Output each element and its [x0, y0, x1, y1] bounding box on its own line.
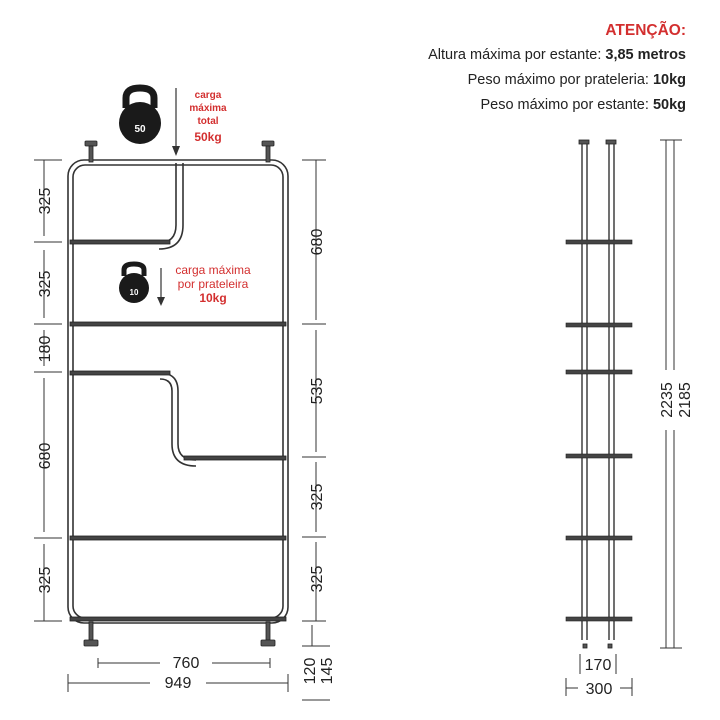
svg-text:10kg: 10kg: [199, 291, 227, 305]
svg-text:325: 325: [37, 566, 54, 594]
svg-text:carga máxima: carga máxima: [175, 263, 251, 277]
svg-text:680: 680: [37, 442, 54, 470]
foot-dimension-labels: [302, 658, 336, 685]
max-height-value: 3,85 metros: [605, 47, 686, 63]
side-depth-dimension-labels: [585, 657, 613, 698]
svg-text:680: 680: [309, 228, 326, 256]
shelf-6: [70, 617, 286, 621]
svg-text:180: 180: [37, 335, 54, 363]
side-top-cap-right: [606, 140, 616, 144]
notice-line-unit-weight: Peso máximo por estante: 50kg: [480, 97, 686, 113]
lower-divider-tube: [160, 373, 196, 460]
total-load-arrow: [172, 88, 180, 156]
svg-text:2235: 2235: [659, 382, 676, 418]
side-top-cap-left: [579, 140, 589, 144]
svg-text:325: 325: [37, 270, 54, 298]
svg-text:2185: 2185: [677, 382, 694, 418]
left-dimension-labels: [37, 188, 54, 594]
svg-text:170: 170: [584, 657, 612, 674]
left-dimension-lines: [34, 160, 62, 621]
svg-text:300: 300: [585, 681, 613, 698]
side-shelf-6: [566, 617, 632, 621]
svg-text:145: 145: [319, 657, 336, 685]
bottom-foot-left: [84, 640, 98, 646]
svg-text:total: total: [197, 116, 219, 127]
notice-line-shelf-weight: Peso máximo por prateleria: 10kg: [467, 72, 686, 88]
shelf-5: [70, 536, 286, 540]
svg-text:por prateleira: por prateleira: [177, 277, 249, 291]
shelf-load-label: [175, 263, 251, 305]
shelf-load-arrow: [157, 268, 165, 306]
top-rod-left: [89, 146, 93, 162]
front-view: [68, 160, 288, 623]
svg-text:10: 10: [129, 288, 139, 297]
side-bottom-cap-right: [608, 644, 612, 648]
bottom-rod-right: [266, 622, 270, 640]
top-foot-right: [262, 141, 274, 146]
svg-text:120: 120: [302, 657, 319, 685]
side-shelf-2: [566, 323, 632, 327]
svg-text:535: 535: [309, 377, 326, 405]
side-shelf-1: [566, 240, 632, 244]
shelf-weight-value: 10kg: [652, 72, 686, 88]
shelf-2: [70, 322, 286, 326]
bottom-rod-left: [89, 622, 93, 640]
notice-title: ATENÇÃO:: [605, 22, 686, 39]
unit-weight-value: 50kg: [652, 97, 686, 113]
kettlebell-50-icon: [119, 88, 161, 144]
shelf-3: [70, 371, 170, 375]
svg-text:50kg: 50kg: [194, 130, 222, 144]
shelf-4: [184, 456, 286, 460]
total-load-label: [189, 90, 227, 144]
shelf-1: [70, 240, 170, 244]
bottom-foot-right: [261, 640, 275, 646]
svg-text:50: 50: [134, 124, 146, 135]
side-shelf-3: [566, 370, 632, 374]
upper-divider-tube: [158, 163, 176, 243]
side-shelf-5: [566, 536, 632, 540]
svg-text:325: 325: [37, 187, 54, 215]
top-foot-left: [85, 141, 97, 146]
right-dimension-labels: [309, 229, 326, 593]
side-view: [566, 140, 632, 648]
side-bottom-cap-left: [583, 644, 587, 648]
svg-text:760: 760: [172, 655, 200, 672]
kettlebell-10-icon: [119, 264, 149, 303]
svg-text:325: 325: [309, 565, 326, 593]
front-feet: [84, 141, 275, 646]
top-rod-right: [266, 146, 270, 162]
side-height-dimension-labels: [659, 382, 694, 418]
upper-divider-tube-inner: [159, 163, 183, 249]
width-dimension-labels: [165, 655, 200, 692]
svg-text:carga: carga: [194, 90, 222, 101]
svg-text:949: 949: [164, 675, 192, 692]
notice-line-max-height: Altura máxima por estante: 3,85 metros: [428, 47, 686, 63]
svg-text:325: 325: [309, 483, 326, 511]
side-shelf-4: [566, 454, 632, 458]
svg-text:máxima: máxima: [189, 103, 227, 114]
